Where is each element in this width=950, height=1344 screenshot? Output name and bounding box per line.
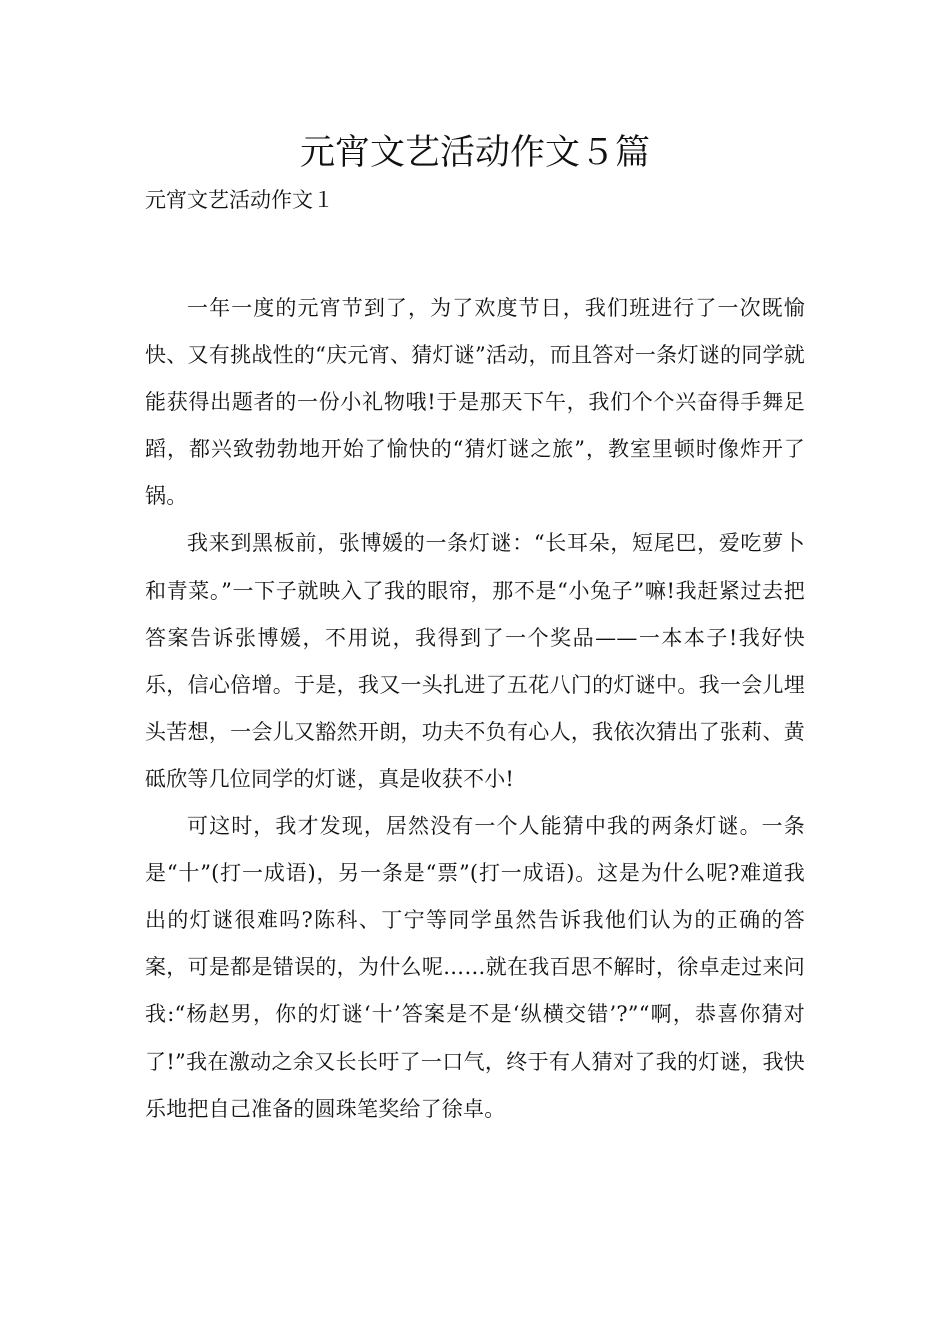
paragraph: 一年一度的元宵节到了，为了欢度节日，我们班进行了一次既愉快、又有挑战性的“庆元宵、猜灯谜”活动，而且答对一条灯谜的同学就能获得出题者的一份小礼物哦!于是那天下午，我们个个兴奋得手舞足蹈，都兴致勃勃地开始了愉快的“猜灯谜之旅”，教室里顿时像炸开了锅。 [145, 296, 805, 509]
document-title: 元宵文艺活动作文５篇 [299, 133, 650, 173]
paragraph: 可这时，我才发现，居然没有一个人能猜中我的两条灯谜。一条是“十”(打一成语)，另一条是“票”(打一成语)。这是为什么呢?难道我出的灯谜很难吗?陈科、丁宁等同学虽然告诉我他们认为的正确的答案，可是都是错误的，为什么呢……就在我百思不解时，徐卓走过来问我:“杨赵男，你的灯谜‘十’答案是不是‘纵横交错’?”“啊，恭喜你猜对了!”我在激动之余又长长吁了一口气，终于有人猜对了我的灯谜，我快乐地把自己准备的圆珠笔奖给了徐卓。 [145, 814, 805, 1121]
paragraph: 我来到黑板前，张博媛的一条灯谜：“长耳朵，短尾巴，爱吃萝卜和青菜。”一下子就映入了我的眼帘，那不是“小兔子”嘛!我赶紧过去把答案告诉张博媛，不用说，我得到了一个奖品——一本本子!我好快乐，信心倍增。于是，我又一头扎进了五花八门的灯谜中。我一会儿埋头苦想，一会儿又豁然开朗，功夫不负有心人，我依次猜出了张莉、黄砥欣等几位同学的灯谜，真是收获不小! [145, 531, 805, 791]
document-body [145, 285, 805, 1133]
section-heading: 元宵文艺活动作文１ [145, 188, 334, 212]
